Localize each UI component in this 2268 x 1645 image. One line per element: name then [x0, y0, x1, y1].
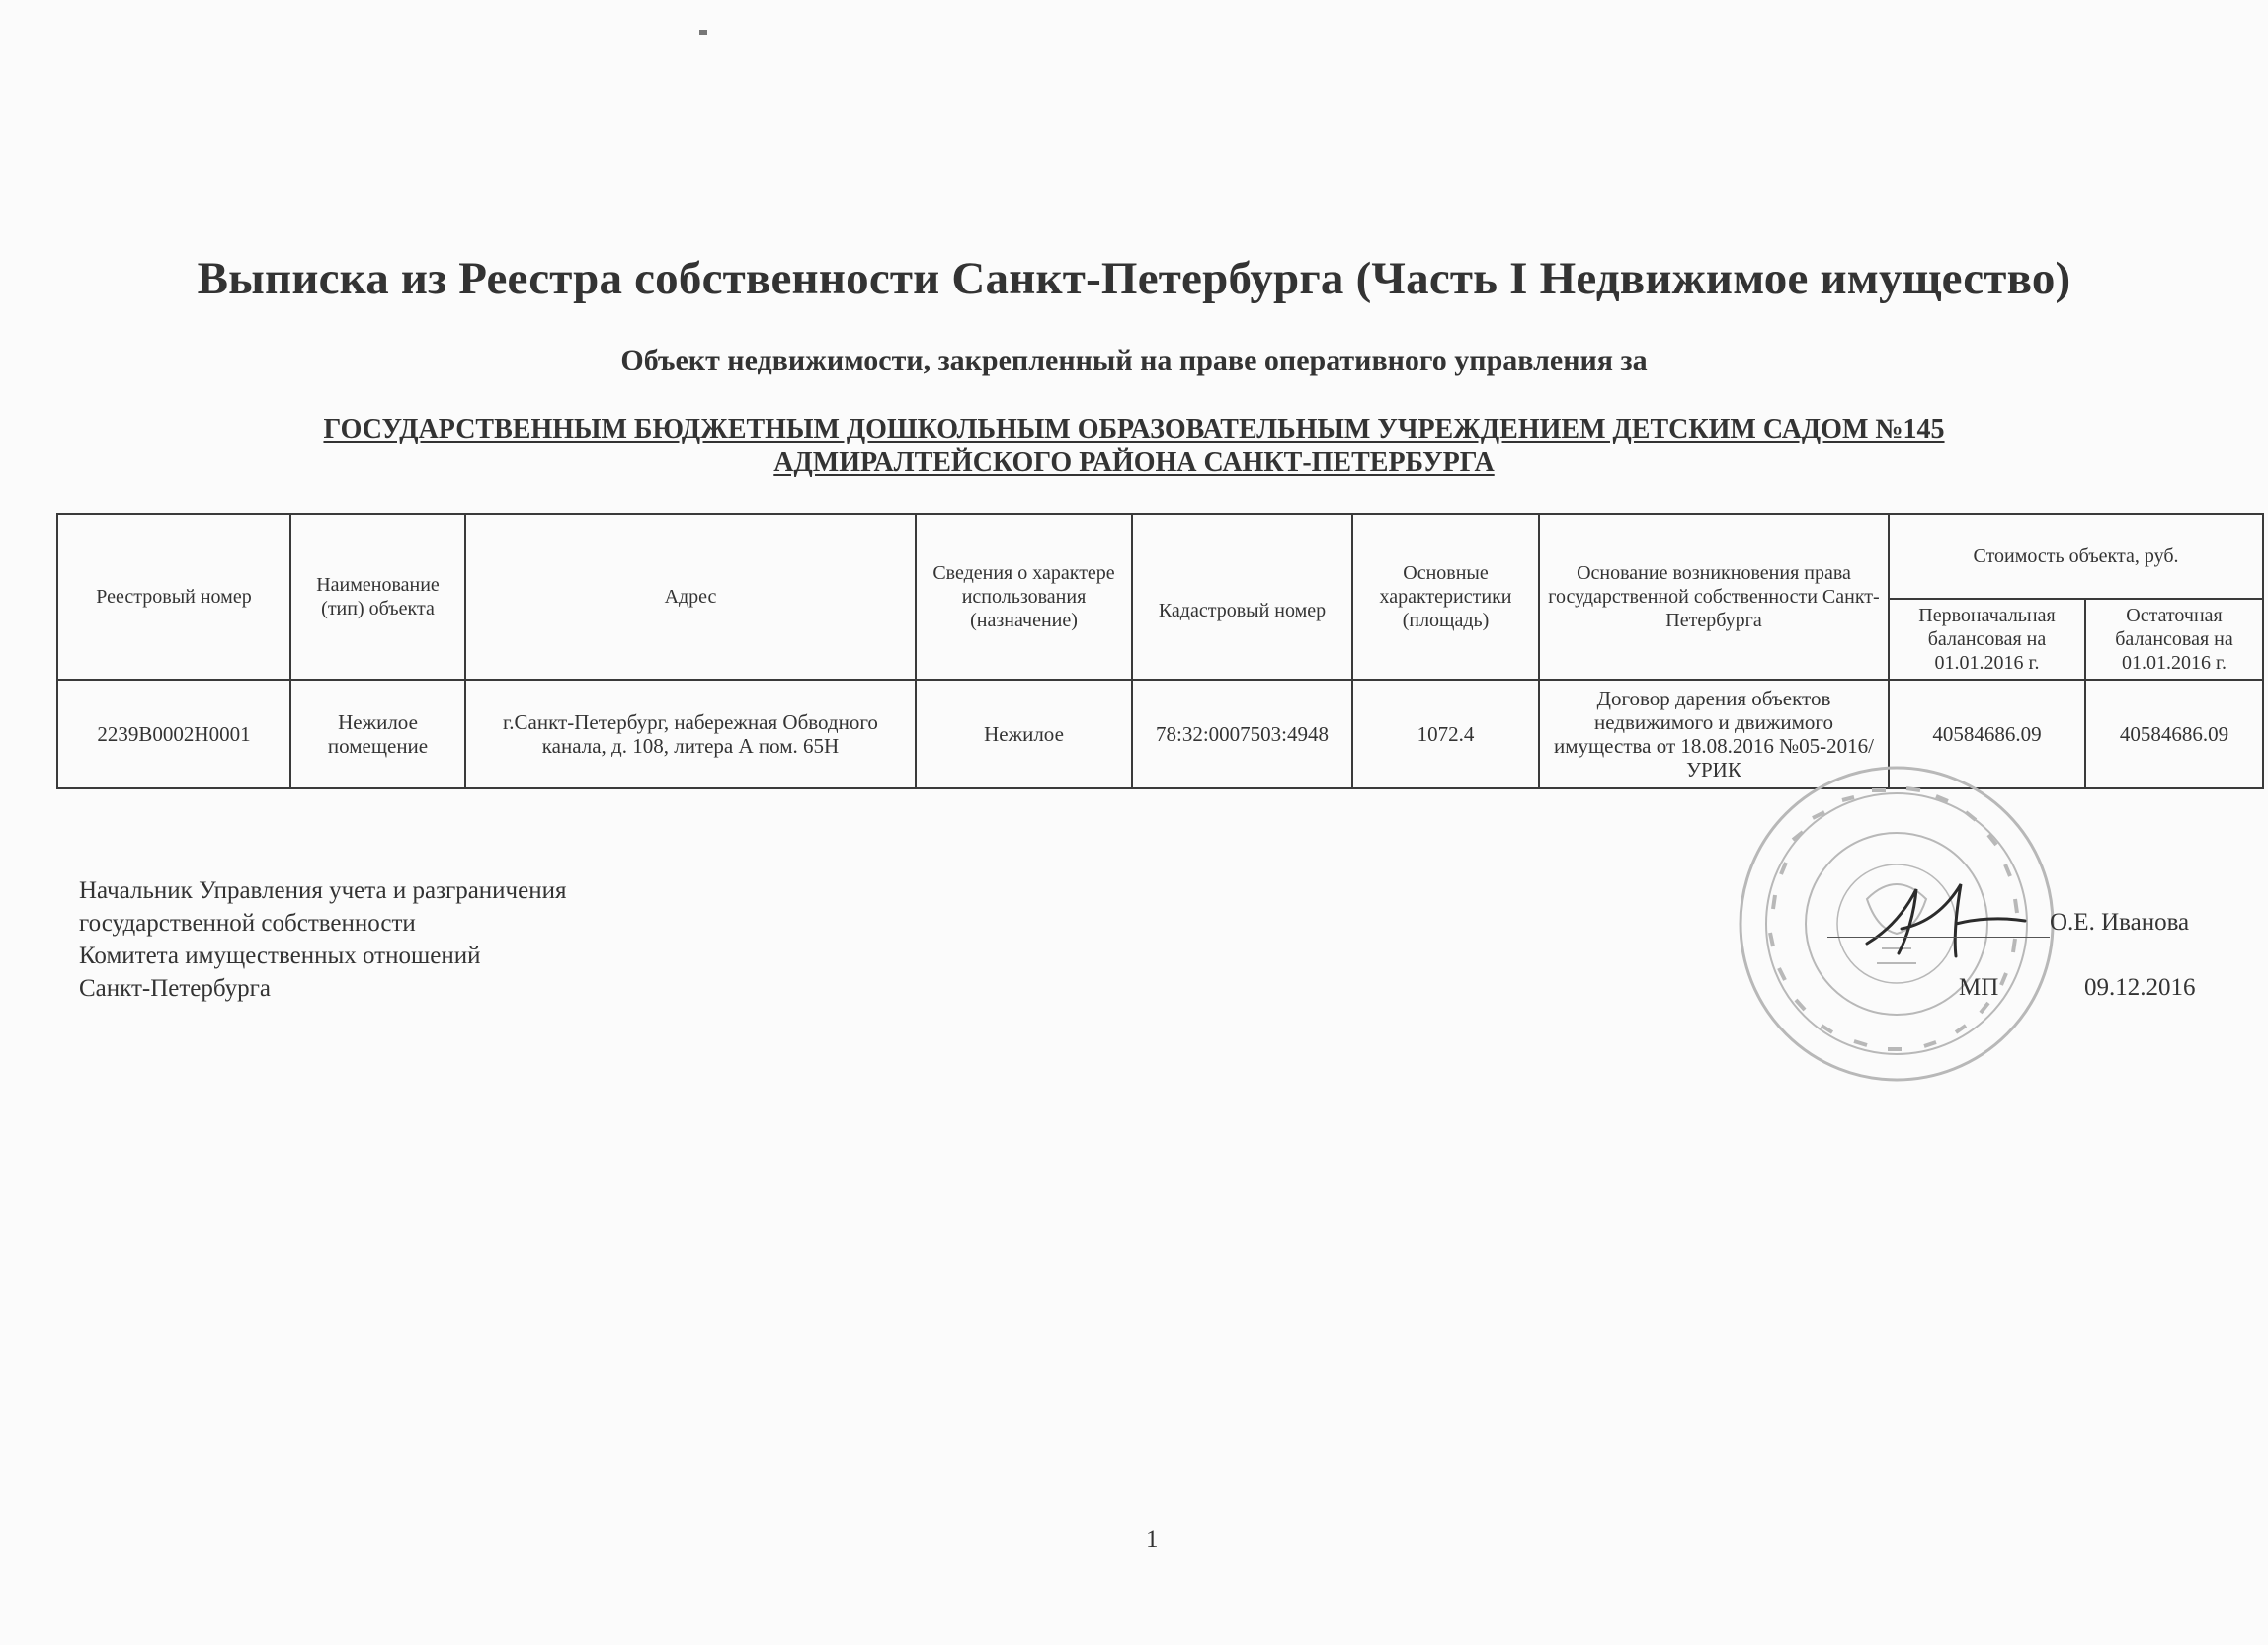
signatory-name: О.Е. Иванова	[2050, 909, 2190, 936]
signatory-position-line-1: Начальник Управления учета и разграничения	[79, 877, 567, 904]
signature-line	[1827, 937, 2050, 938]
cell-address: г.Санкт-Петербург, набережная Обводного канала, д. 108, литера А пом. 65Н	[465, 680, 916, 788]
cell-usage: Нежилое	[916, 680, 1132, 788]
table-header-row	[57, 514, 2263, 599]
cell-basis: Договор дарения объектов недвижимого и движимого имущества от 18.08.2016 №05-2016/УРИК	[1539, 680, 1889, 788]
signature-date: 09.12.2016	[2084, 974, 2196, 1001]
document-title: Выписка из Реестра собственности Санкт-Петербурга (Часть I Недвижимое имущество)	[197, 253, 2071, 304]
cell-reg-number: 2239B0002H0001	[57, 680, 290, 788]
header-cost-initial: Первоначальная балансовая на 01.01.2016 г.	[1889, 599, 2085, 680]
signatory-position-line-4: Санкт-Петербурга	[79, 975, 272, 1002]
registry-table	[56, 513, 2264, 789]
cell-cadastral: 78:32:0007503:4948	[1132, 680, 1352, 788]
signatory-position	[79, 874, 566, 1005]
seal-place-label: МП	[1959, 974, 1999, 1001]
document-subtitle: Объект недвижимости, закрепленный на праве оперативного управления за	[620, 344, 1648, 376]
header-cost-residual: Остаточная балансовая на 01.01.2016 г.	[2085, 599, 2263, 680]
header-cadastral: Кадастровый номер	[1132, 514, 1352, 680]
signatory-position-line-3: Комитета имущественных отношений	[79, 943, 481, 969]
organization-name	[0, 413, 2268, 480]
header-reg-number: Реестровый номер	[57, 514, 290, 680]
cell-cost-residual: 40584686.09	[2085, 680, 2263, 788]
page-number: 1	[1146, 1526, 1159, 1553]
header-address: Адрес	[465, 514, 916, 680]
header-basis: Основание возникновения права государственной собственности Санкт-Петербурга	[1539, 514, 1889, 680]
header-object-name: Наименование (тип) объекта	[290, 514, 465, 680]
organization-line-1: ГОСУДАРСТВЕННЫМ БЮДЖЕТНЫМ ДОШКОЛЬНЫМ ОБРАЗОВАТЕЛЬНЫМ УЧРЕЖДЕНИЕМ ДЕТСКИМ САДОМ №145	[323, 414, 1945, 445]
signatory-position-line-2: государственной собственности	[79, 910, 416, 937]
header-characteristics: Основные характеристики (площадь)	[1352, 514, 1539, 680]
scan-speck	[699, 30, 707, 35]
cell-characteristics: 1072.4	[1352, 680, 1539, 788]
header-cost-group: Стоимость объекта, руб.	[1889, 514, 2263, 599]
header-usage: Сведения о характере использования (назначение)	[916, 514, 1132, 680]
organization-line-2: АДМИРАЛТЕЙСКОГО РАЙОНА САНКТ-ПЕТЕРБУРГА	[773, 448, 1495, 478]
cell-cost-initial: 40584686.09	[1889, 680, 2085, 788]
handwritten-signature-icon	[1837, 869, 2035, 968]
cell-object-name: Нежилое помещение	[290, 680, 465, 788]
